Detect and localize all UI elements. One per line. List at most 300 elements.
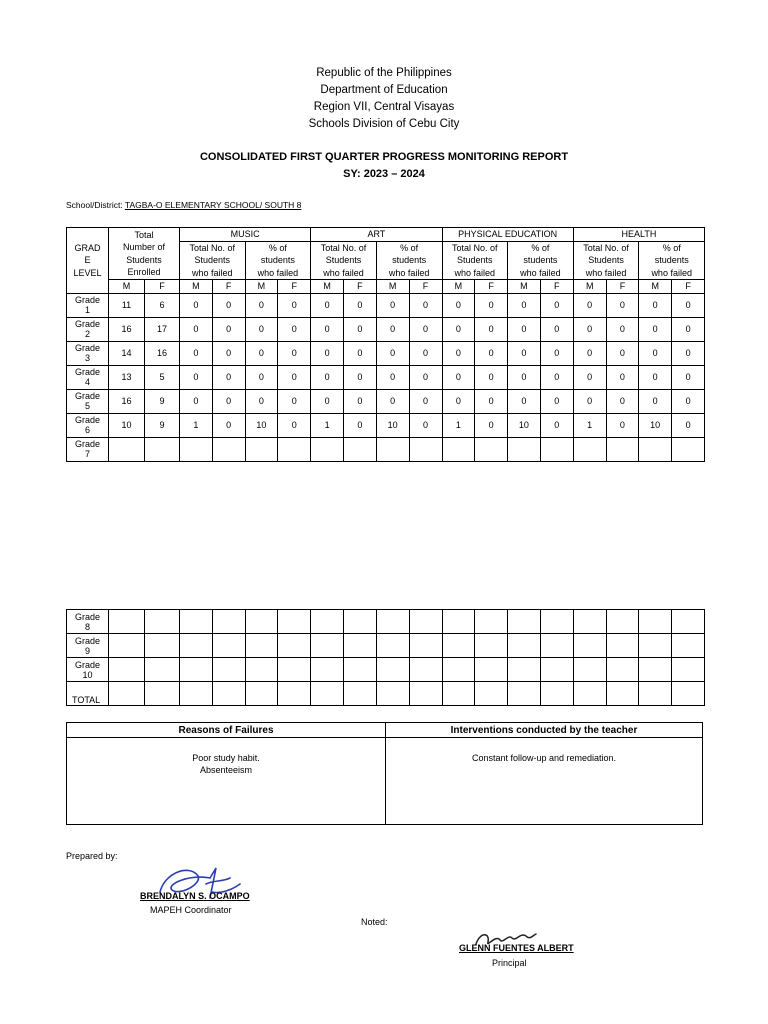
data-cell: 0: [606, 293, 639, 317]
data-cell: 0: [278, 389, 311, 413]
grade-level-header-line: LEVEL: [73, 267, 102, 278]
data-cell: [344, 610, 377, 634]
data-cell: 0: [508, 293, 541, 317]
data-cell: 0: [212, 413, 245, 437]
data-cell: 5: [145, 365, 180, 389]
data-cell: 10: [376, 413, 409, 437]
data-cell: [475, 610, 508, 634]
table-row: [67, 658, 705, 682]
header-line-3: Region VII, Central Visayas: [313, 101, 455, 113]
grade-label-line: 8: [84, 621, 90, 632]
prepared-by-label: Prepared by:: [66, 851, 118, 861]
data-cell: 0: [344, 389, 377, 413]
intervention-item: Constant follow-up and remediation.: [471, 753, 617, 763]
data-cell: 0: [278, 317, 311, 341]
agency-header: [0, 65, 768, 133]
data-cell: [145, 658, 180, 682]
data-cell: [475, 634, 508, 658]
data-cell: [344, 634, 377, 658]
data-cell: 0: [475, 365, 508, 389]
data-cell: 0: [278, 413, 311, 437]
data-cell: [311, 658, 344, 682]
data-cell: [278, 658, 311, 682]
data-cell: 0: [180, 341, 213, 365]
header-line-2: Department of Education: [320, 84, 448, 96]
data-cell: [639, 658, 672, 682]
data-cell: [145, 682, 180, 706]
grade-label: [67, 610, 109, 634]
failed-percent-header-line: who failed: [388, 267, 430, 278]
male-header: M: [109, 280, 145, 294]
grade-label-line: 3: [84, 353, 90, 363]
data-cell: 11: [109, 293, 145, 317]
female-header: F: [278, 280, 311, 294]
female-header: F: [540, 280, 573, 294]
data-cell: [278, 634, 311, 658]
data-cell: [672, 610, 705, 634]
grade-label: [67, 437, 109, 461]
data-cell: [606, 634, 639, 658]
data-cell: [573, 610, 606, 634]
progress-table-continued: [66, 609, 705, 706]
data-cell: [212, 610, 245, 634]
data-cell: [145, 610, 180, 634]
data-cell: [475, 682, 508, 706]
data-cell: [409, 437, 442, 461]
failed-percent-header-line: % of: [268, 242, 287, 253]
data-cell: [344, 658, 377, 682]
data-cell: [212, 634, 245, 658]
grade-label-line: Grade: [74, 343, 100, 353]
data-cell: [442, 682, 475, 706]
report-title: CONSOLIDATED FIRST QUARTER PROGRESS MONITORING REPORT: [199, 151, 569, 163]
interventions-header: Interventions conducted by the teacher: [386, 723, 703, 738]
data-cell: 0: [540, 389, 573, 413]
data-cell: 0: [311, 317, 344, 341]
data-cell: [278, 682, 311, 706]
table-row: [67, 389, 705, 413]
data-cell: 0: [212, 341, 245, 365]
school-district-value: TAGBA-O ELEMENTARY SCHOOL/ SOUTH 8: [124, 200, 302, 210]
school-district: [66, 200, 301, 210]
data-cell: [475, 658, 508, 682]
data-cell: [508, 437, 541, 461]
failed-count-header-line: Total No. of: [452, 242, 498, 253]
interventions-cell: [386, 738, 703, 825]
data-cell: 0: [409, 317, 442, 341]
grade-label-line: 7: [84, 449, 90, 459]
table-row: [67, 682, 705, 706]
data-cell: 0: [639, 365, 672, 389]
failed-percent-header-line: students: [654, 255, 689, 265]
failed-percent-header-line: % of: [662, 242, 681, 253]
data-cell: 0: [344, 413, 377, 437]
data-cell: 0: [606, 365, 639, 389]
data-cell: [311, 437, 344, 461]
data-cell: [409, 610, 442, 634]
data-cell: [212, 682, 245, 706]
data-cell: [245, 634, 278, 658]
data-cell: 17: [145, 317, 180, 341]
data-cell: [145, 437, 180, 461]
grade-label-line: 10: [82, 669, 93, 680]
data-cell: 0: [180, 365, 213, 389]
data-cell: 0: [540, 413, 573, 437]
male-header: M: [639, 280, 672, 294]
male-header: M: [376, 280, 409, 294]
table-row: [67, 437, 705, 461]
data-cell: 0: [672, 293, 705, 317]
reasons-interventions-table: [66, 722, 703, 825]
report-title-block: [0, 149, 768, 183]
total-enrolled-header-line: Enrolled: [127, 267, 161, 277]
data-cell: 0: [606, 317, 639, 341]
data-cell: 0: [180, 317, 213, 341]
grade-level-header: [67, 228, 109, 294]
data-cell: [540, 682, 573, 706]
data-cell: 0: [540, 293, 573, 317]
progress-table: [66, 227, 705, 462]
data-cell: 0: [508, 341, 541, 365]
data-cell: [409, 634, 442, 658]
failed-count-header-line: Students: [194, 255, 231, 265]
subject-header: PHYSICAL EDUCATION: [442, 228, 573, 242]
data-cell: 0: [409, 341, 442, 365]
failed-count-header-line: who failed: [585, 267, 627, 278]
grade-label-line: 1: [84, 305, 90, 315]
failed-count-header: [573, 241, 639, 280]
noted-label: Noted:: [361, 917, 388, 927]
principal-title: Principal: [492, 958, 527, 968]
data-cell: [180, 610, 213, 634]
data-cell: 0: [442, 317, 475, 341]
data-cell: [180, 658, 213, 682]
female-header: F: [145, 280, 180, 294]
total-enrolled-header-line: Total: [134, 229, 154, 240]
failed-count-header: [180, 241, 246, 280]
failed-percent-header-line: students: [523, 255, 558, 265]
data-cell: 0: [344, 341, 377, 365]
data-cell: 0: [376, 365, 409, 389]
table-row: [67, 365, 705, 389]
data-cell: [109, 658, 145, 682]
data-cell: [109, 634, 145, 658]
data-cell: 0: [245, 365, 278, 389]
data-cell: 1: [442, 413, 475, 437]
grade-level-header-line: E: [84, 255, 91, 265]
grade-label-line: Grade: [74, 659, 100, 670]
data-cell: 0: [508, 365, 541, 389]
failed-percent-header: [245, 241, 311, 280]
data-cell: 0: [540, 341, 573, 365]
data-cell: 0: [245, 317, 278, 341]
data-cell: [180, 634, 213, 658]
failed-count-header-line: Total No. of: [320, 242, 367, 253]
principal-name: GLENN FUENTES ALBERT: [459, 943, 574, 953]
male-header: M: [573, 280, 606, 294]
data-cell: 9: [145, 413, 180, 437]
data-cell: 0: [376, 341, 409, 365]
data-cell: [311, 610, 344, 634]
grade-label-line: 5: [84, 401, 90, 411]
grade-label: [67, 413, 109, 437]
data-cell: [409, 658, 442, 682]
data-cell: [145, 634, 180, 658]
grade-label-line: TOTAL: [72, 695, 101, 705]
grade-label-line: Grade: [74, 295, 100, 305]
data-cell: 0: [245, 389, 278, 413]
data-cell: [409, 682, 442, 706]
male-header: M: [311, 280, 344, 294]
data-cell: [376, 437, 409, 461]
data-cell: [508, 634, 541, 658]
data-cell: [109, 682, 145, 706]
data-cell: 0: [475, 341, 508, 365]
data-cell: 0: [442, 341, 475, 365]
data-cell: 0: [245, 293, 278, 317]
data-cell: 0: [278, 341, 311, 365]
report-school-year: SY: 2023 – 2024: [343, 168, 425, 180]
male-header: M: [245, 280, 278, 294]
data-cell: [376, 658, 409, 682]
reason-item: Poor study habit.: [192, 753, 260, 763]
data-cell: 1: [573, 413, 606, 437]
data-cell: 0: [475, 293, 508, 317]
table-row: [67, 634, 705, 658]
data-cell: 6: [145, 293, 180, 317]
data-cell: 0: [573, 365, 606, 389]
data-cell: 9: [145, 389, 180, 413]
subject-header: ART: [311, 228, 442, 242]
female-header: F: [344, 280, 377, 294]
grade-label-line: 2: [84, 329, 90, 339]
data-cell: 0: [409, 365, 442, 389]
data-cell: 0: [409, 293, 442, 317]
data-cell: 10: [245, 413, 278, 437]
data-cell: 0: [409, 413, 442, 437]
data-cell: [639, 682, 672, 706]
data-cell: 0: [212, 293, 245, 317]
data-cell: [278, 610, 311, 634]
failed-count-header-line: Students: [457, 255, 493, 265]
data-cell: [278, 437, 311, 461]
grade-level-header-line: GRAD: [74, 242, 101, 253]
reasons-cell: [67, 738, 386, 825]
total-enrolled-header-line: Students: [126, 254, 162, 265]
data-cell: [672, 437, 705, 461]
data-cell: [109, 610, 145, 634]
subject-header: MUSIC: [180, 228, 311, 242]
data-cell: 0: [672, 341, 705, 365]
failed-percent-header-line: students: [260, 255, 295, 265]
data-cell: 0: [376, 389, 409, 413]
data-cell: 0: [311, 389, 344, 413]
data-cell: [540, 634, 573, 658]
data-cell: [212, 437, 245, 461]
data-cell: 0: [573, 389, 606, 413]
data-cell: [606, 658, 639, 682]
failed-count-header: [442, 241, 508, 280]
data-cell: 0: [672, 317, 705, 341]
data-cell: [540, 658, 573, 682]
school-district-label: School/District:: [66, 200, 123, 210]
data-cell: 0: [508, 389, 541, 413]
data-cell: [508, 658, 541, 682]
data-cell: 0: [639, 293, 672, 317]
data-cell: 0: [376, 317, 409, 341]
data-cell: 0: [278, 293, 311, 317]
male-header: M: [508, 280, 541, 294]
table-row: [67, 341, 705, 365]
data-cell: 0: [344, 317, 377, 341]
data-cell: 0: [639, 341, 672, 365]
data-cell: 14: [109, 341, 145, 365]
failed-percent-header-line: who failed: [651, 267, 692, 278]
total-enrolled-header: [109, 228, 180, 280]
failed-count-header-line: Students: [325, 255, 362, 265]
preparer-title: MAPEH Coordinator: [150, 905, 232, 915]
data-cell: [606, 682, 639, 706]
total-enrolled-header-line: Number of: [122, 242, 166, 252]
data-cell: [245, 437, 278, 461]
grade-label: [67, 682, 109, 706]
data-cell: [508, 682, 541, 706]
failed-count-header-line: who failed: [454, 267, 496, 278]
failed-count-header-line: who failed: [191, 267, 233, 278]
reasons-header: Reasons of Failures: [67, 723, 386, 738]
data-cell: [180, 682, 213, 706]
data-cell: 0: [475, 317, 508, 341]
data-cell: 0: [212, 365, 245, 389]
failed-percent-header: [639, 241, 705, 280]
data-cell: 1: [180, 413, 213, 437]
data-cell: [573, 682, 606, 706]
data-cell: [672, 634, 705, 658]
data-cell: [442, 610, 475, 634]
data-cell: [475, 437, 508, 461]
data-cell: 16: [109, 317, 145, 341]
table-row: [67, 413, 705, 437]
failed-percent-header-line: students: [392, 255, 427, 265]
data-cell: 1: [311, 413, 344, 437]
data-cell: [639, 634, 672, 658]
failed-percent-header-line: who failed: [520, 267, 561, 278]
data-cell: [311, 634, 344, 658]
data-cell: [606, 610, 639, 634]
data-cell: 0: [180, 293, 213, 317]
data-cell: 0: [672, 365, 705, 389]
data-cell: [540, 437, 573, 461]
grade-label-line: Grade: [74, 635, 100, 646]
grade-label-line: Grade: [74, 611, 100, 622]
female-header: F: [606, 280, 639, 294]
data-cell: 0: [672, 389, 705, 413]
data-cell: 0: [344, 293, 377, 317]
data-cell: 10: [109, 413, 145, 437]
failed-percent-header-line: % of: [531, 242, 550, 253]
grade-label-line: Grade: [74, 415, 100, 425]
data-cell: 0: [606, 341, 639, 365]
data-cell: 0: [344, 365, 377, 389]
grade-label: [67, 658, 109, 682]
grade-label-line: Grade: [74, 439, 100, 449]
table-row: [67, 317, 705, 341]
data-cell: 0: [212, 389, 245, 413]
data-cell: 0: [278, 365, 311, 389]
data-cell: [376, 610, 409, 634]
data-cell: 0: [212, 317, 245, 341]
data-cell: 0: [311, 365, 344, 389]
data-cell: [639, 437, 672, 461]
data-cell: 10: [639, 413, 672, 437]
grade-label: [67, 365, 109, 389]
table-row: [67, 610, 705, 634]
female-header: F: [475, 280, 508, 294]
failed-percent-header-line: who failed: [257, 267, 299, 278]
male-header: M: [180, 280, 213, 294]
data-cell: [376, 634, 409, 658]
female-header: F: [672, 280, 705, 294]
data-cell: 0: [311, 293, 344, 317]
data-cell: [573, 437, 606, 461]
data-cell: 13: [109, 365, 145, 389]
data-cell: [573, 658, 606, 682]
grade-label-line: Grade: [74, 319, 100, 329]
data-cell: 0: [639, 317, 672, 341]
grade-label: [67, 389, 109, 413]
failed-count-header-line: Total No. of: [583, 242, 629, 253]
grade-label: [67, 317, 109, 341]
data-cell: 0: [639, 389, 672, 413]
data-cell: 16: [145, 341, 180, 365]
header-line-1: Republic of the Philippines: [316, 67, 452, 79]
data-cell: [180, 437, 213, 461]
failed-percent-header: [376, 241, 442, 280]
data-cell: [672, 682, 705, 706]
data-cell: 0: [180, 389, 213, 413]
grade-label-line: 6: [84, 425, 90, 435]
failed-count-header-line: Total No. of: [189, 242, 236, 253]
grade-label: [67, 293, 109, 317]
data-cell: 0: [508, 317, 541, 341]
data-cell: 0: [475, 389, 508, 413]
data-cell: [311, 682, 344, 706]
failed-percent-header-line: % of: [400, 242, 419, 253]
data-cell: 0: [245, 341, 278, 365]
data-cell: [672, 658, 705, 682]
data-cell: [573, 634, 606, 658]
data-cell: [344, 682, 377, 706]
data-cell: [442, 658, 475, 682]
data-cell: [212, 658, 245, 682]
data-cell: [109, 437, 145, 461]
data-cell: 0: [442, 389, 475, 413]
header-line-4: Schools Division of Cebu City: [308, 118, 460, 130]
failed-percent-header: [508, 241, 574, 280]
data-cell: [442, 437, 475, 461]
data-cell: 0: [606, 389, 639, 413]
female-header: F: [409, 280, 442, 294]
male-header: M: [442, 280, 475, 294]
data-cell: 0: [573, 293, 606, 317]
female-header: F: [212, 280, 245, 294]
grade-label-line: Grade: [74, 391, 100, 401]
table-row: [67, 293, 705, 317]
data-cell: [245, 658, 278, 682]
data-cell: 0: [540, 317, 573, 341]
data-cell: [508, 610, 541, 634]
data-cell: 0: [606, 413, 639, 437]
